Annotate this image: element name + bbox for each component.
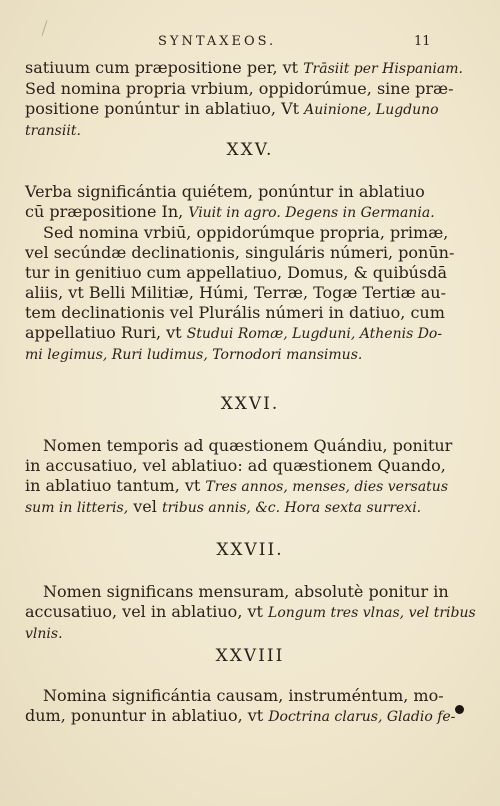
text-line: tem declinationis vel Plurális númeri in datiuo, cum xyxy=(25,303,445,322)
paragraph-measure-nouns xyxy=(25,582,476,644)
text-line: Nomen temporis ad quæstionem Quándiu, ponitur xyxy=(43,436,453,455)
text-line: Nomen significans mensuram, absolutè ponitur in xyxy=(43,582,449,601)
text-line: Verba significántia quiétem, ponúntur in ablatiuo xyxy=(25,182,425,201)
section-heading-xxvii: XXVII. xyxy=(216,540,284,560)
text-line: vlnis. xyxy=(25,626,63,642)
text-line: accusatiuo, vel in ablatiuo, vt Longum tres vlnas, vel tribus xyxy=(25,602,476,621)
text-line: in ablatiuo tantum, vt Tres annos, menses, dies versatus xyxy=(25,476,449,495)
section-heading-xxviii: XXVIII xyxy=(215,646,285,666)
section-heading-xxv: XXV. xyxy=(226,140,274,160)
text-line: satiuum cum præpositione per, vt Trāsiit per Hispaniam. xyxy=(25,58,463,77)
paragraph-ablative-cities xyxy=(25,58,470,141)
text-line: Nomina significántia causam, instruméntum, mo- xyxy=(43,686,444,705)
text-line: Sed nomina propria vrbium, oppidorúmue, sine præ- xyxy=(25,79,454,98)
text-line: vel secúndæ declinationis, singuláris númeri, ponūn- xyxy=(25,243,455,262)
text-line: cū præpositione In, Viuit in agro. Degens in Germania. xyxy=(25,202,435,221)
text-line: tur in genitiuo cum appellatiuo, Domus, & quibúsdā xyxy=(25,263,447,282)
text-line: sum in litteris, vel tribus annis, &c. Hora sexta surrexi. xyxy=(25,497,422,516)
page-header xyxy=(0,34,500,54)
page-number: 11 xyxy=(414,34,431,49)
text-line: positione ponúntur in ablatiuo, Vt Auinione, Lugduno xyxy=(25,99,439,118)
text-line: Sed nomina vrbiū, oppidorúmque propria, primæ, xyxy=(43,223,449,242)
ink-dot xyxy=(455,705,464,714)
text-line: dum, ponuntur in ablatiuo, vt Doctrina clarus, Gladio fe- xyxy=(25,706,456,725)
text-line: transiit. xyxy=(25,123,81,139)
text-line: in accusatiuo, vel ablatiuo: ad quæstionem Quando, xyxy=(25,456,446,475)
paragraph-cause-nouns xyxy=(25,686,470,727)
text-line: appellatiuo Ruri, vt Studui Romæ, Lugduni, Athenis Do- xyxy=(25,323,443,342)
text-line: aliis, vt Belli Militiæ, Húmi, Terræ, Togæ Tertiæ au- xyxy=(25,283,447,302)
running-head: SYNTAXEOS. xyxy=(158,34,277,49)
section-heading-xxvi: XXVI. xyxy=(220,394,280,414)
text-line: mi legimus, Ruri ludimus, Tornodori mansimus. xyxy=(25,347,363,363)
paragraph-time-nouns xyxy=(25,436,470,518)
paragraph-rest-verbs xyxy=(25,182,470,365)
